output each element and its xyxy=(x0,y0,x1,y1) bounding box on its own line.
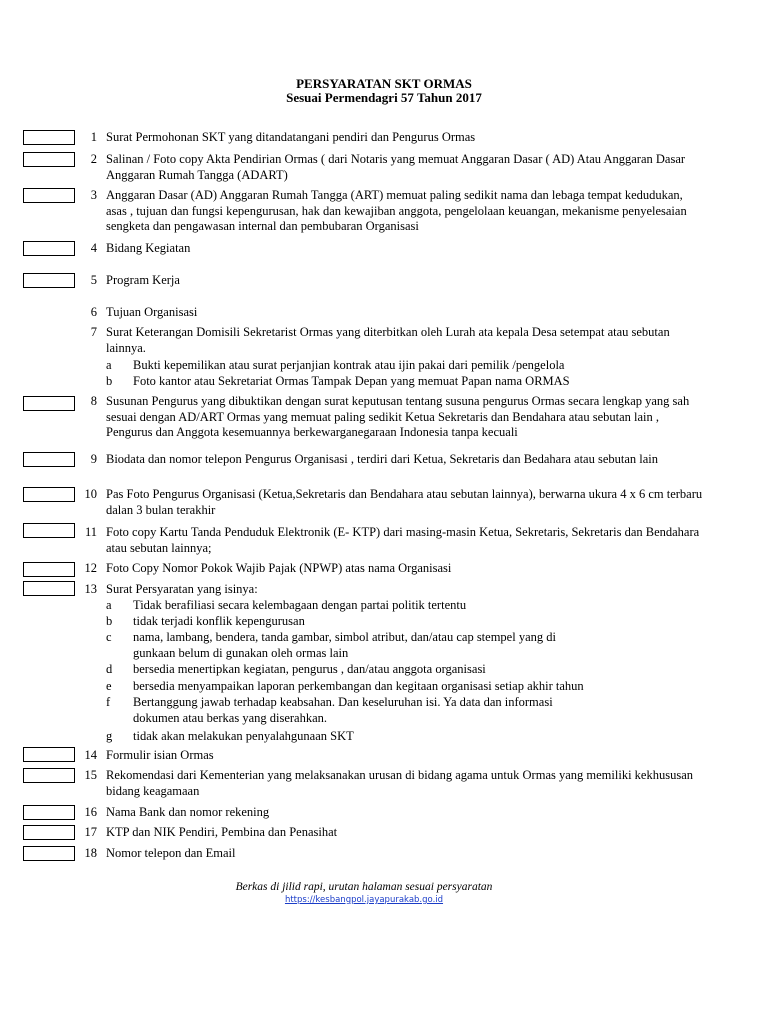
item-text: Rekomendasi dari Kementerian yang melaksanakan urusan di bidang agama untuk Ormas yang memiliki kekhususan bidang keagamaan xyxy=(106,768,693,798)
checkbox-item-14[interactable] xyxy=(23,747,75,762)
item-text: Biodata dan nomor telepon Pengurus Organisasi , terdiri dari Ketua, Sekretaris dan Bedahara atau sebutan lain xyxy=(106,452,659,466)
page-title: PERSYARATAN SKT ORMAS xyxy=(296,76,472,91)
item-text: Salinan / Foto copy Akta Pendirian Ormas ( dari Notaris yang memuat Anggaran Dasar ( AD) Atau Anggaran Dasar Anggaran Rumah Tangga (ADART) xyxy=(106,152,686,182)
item-text: Nama Bank dan nomor rekening xyxy=(106,805,270,819)
item-number: 11 xyxy=(84,525,97,539)
subitem-letter: f xyxy=(106,695,111,709)
item-text: Formulir isian Ormas xyxy=(106,748,214,762)
item-text: KTP dan NIK Pendiri, Pembina dan Penasihat xyxy=(106,825,338,839)
item-number: 6 xyxy=(90,305,97,319)
item-text: Program Kerja xyxy=(106,273,180,287)
item-number: 17 xyxy=(84,825,97,839)
subitem-letter: a xyxy=(106,358,112,372)
subitem-letter: b xyxy=(106,614,113,628)
item-number: 10 xyxy=(84,487,97,501)
subitem-text: nama, lambang, bendera, tanda gambar, simbol atribut, dan/atau cap stempel yang di gunkaan belum di gunakan oleh ormas lain xyxy=(133,630,556,660)
item-text: Foto Copy Nomor Pokok Wajib Pajak (NPWP) atas nama Organisasi xyxy=(106,561,452,575)
checkbox-item-13[interactable] xyxy=(23,581,75,596)
item-text: Surat Permohonan SKT yang ditandatangani pendiri dan Pengurus Ormas xyxy=(106,130,476,144)
checkbox-item-5[interactable] xyxy=(23,273,75,288)
item-number: 5 xyxy=(90,273,97,287)
item-text: Surat Persyaratan yang isinya: xyxy=(106,582,258,596)
checkbox-item-15[interactable] xyxy=(23,768,75,783)
subitem-letter: c xyxy=(106,630,112,644)
page-subtitle: Sesuai Permendagri 57 Tahun 2017 xyxy=(286,90,482,105)
item-number: 18 xyxy=(84,846,97,860)
checkbox-item-18[interactable] xyxy=(23,846,75,861)
subitem-text: Tidak berafiliasi secara kelembagaan dengan partai politik tertentu xyxy=(133,598,467,612)
checkbox-item-8[interactable] xyxy=(23,396,75,411)
item-number: 7 xyxy=(90,325,97,339)
subitem-text: bersedia menyampaikan laporan perkembangan dan kegitaan organisasi setiap akhir tahun xyxy=(133,679,584,693)
item-number: 1 xyxy=(90,130,97,144)
subitem-letter: a xyxy=(106,598,112,612)
website-link[interactable]: https://kesbangpol.jayapurakab.go.id xyxy=(284,895,444,905)
subitem-letter: d xyxy=(106,662,113,676)
checkbox-item-17[interactable] xyxy=(23,825,75,840)
subitem-text: bersedia menertipkan kegiatan, pengurus , dan/atau anggota organisasi xyxy=(133,662,486,676)
subitem-letter: g xyxy=(106,729,113,743)
checkbox-item-16[interactable] xyxy=(23,805,75,820)
item-number: 14 xyxy=(84,748,97,762)
checkbox-item-11[interactable] xyxy=(23,523,75,538)
item-number: 3 xyxy=(90,188,97,202)
checkbox-item-4[interactable] xyxy=(23,241,75,256)
subitem-text: Bertanggung jawab terhadap keabsahan. Dan keseluruhan isi. Ya data dan informasi dokumen atau berkas yang diserahkan. xyxy=(133,695,553,725)
subitem-text: tidak akan melakukan penyalahgunaan SKT xyxy=(133,729,354,743)
item-text: Nomor telepon dan Email xyxy=(106,846,236,860)
item-number: 12 xyxy=(84,561,97,575)
subitem-letter: e xyxy=(106,679,112,693)
item-number: 2 xyxy=(90,152,97,166)
footnote: Berkas di jilid rapi, urutan halaman sesuai persyaratan xyxy=(235,881,493,893)
item-text: Pas Foto Pengurus Organisasi (Ketua,Sekretaris dan Bendahara atau sebutan lainnya), berwarna ukura 4 x 6 cm terbaru dalan 3 bulan terakhir xyxy=(106,487,703,517)
checkbox-item-10[interactable] xyxy=(23,487,75,502)
item-number: 8 xyxy=(90,394,97,408)
subitem-text: Foto kantor atau Sekretariat Ormas Tampak Depan yang memuat Papan nama ORMAS xyxy=(133,374,570,388)
subitem-text: Bukti kepemilikan atau surat perjanjian kontrak atau ijin pakai dari pemilik /pengelola xyxy=(133,358,565,372)
item-number: 16 xyxy=(84,805,97,819)
item-number: 13 xyxy=(84,582,97,596)
item-number: 4 xyxy=(90,241,97,255)
checkbox-item-2[interactable] xyxy=(23,152,75,167)
item-text: Susunan Pengurus yang dibuktikan dengan surat keputusan tentang susuna pengurus Ormas secara lengkap yang sah sesuai dengan AD/ART Ormas yang memuat paling sedikit Ketua Sekretaris dan Bendahara atau sebutan lain , Pengurus dan Anggota kesemuannya berkewarganegaraan Indonesia tanpa kecuali xyxy=(106,394,690,439)
checkbox-item-3[interactable] xyxy=(23,188,75,203)
item-text: Surat Keterangan Domisili Sekretarist Ormas yang diterbitkan oleh Lurah ata kepala Desa setempat atau sebutan lainnya. xyxy=(106,325,670,355)
subitem-letter: b xyxy=(106,374,113,388)
item-text: Tujuan Organisasi xyxy=(106,305,198,319)
checkbox-item-12[interactable] xyxy=(23,562,75,577)
item-number: 15 xyxy=(84,768,97,782)
item-text: Anggaran Dasar (AD) Anggaran Rumah Tangga (ART) memuat paling sedikit nama dan lebaga tempat kedudukan, asas , tujuan dan fungsi kepengurusan, hak dan kewajiban anggota, pengelolaan keuangan, mekanisme penyelesaian sengketa dan pengawasan internal dan pembubaran Organisasi xyxy=(106,188,687,233)
item-number: 9 xyxy=(90,452,97,466)
subitem-text: tidak terjadi konflik kepengurusan xyxy=(133,614,305,628)
item-text: Foto copy Kartu Tanda Penduduk Elektronik (E- KTP) dari masing-masin Ketua, Sekretaris, Sekretaris dan Bendahara atau sebutan lainnya; xyxy=(106,525,700,555)
checkbox-item-1[interactable] xyxy=(23,130,75,145)
item-text: Bidang Kegiatan xyxy=(106,241,191,255)
checkbox-item-9[interactable] xyxy=(23,452,75,467)
